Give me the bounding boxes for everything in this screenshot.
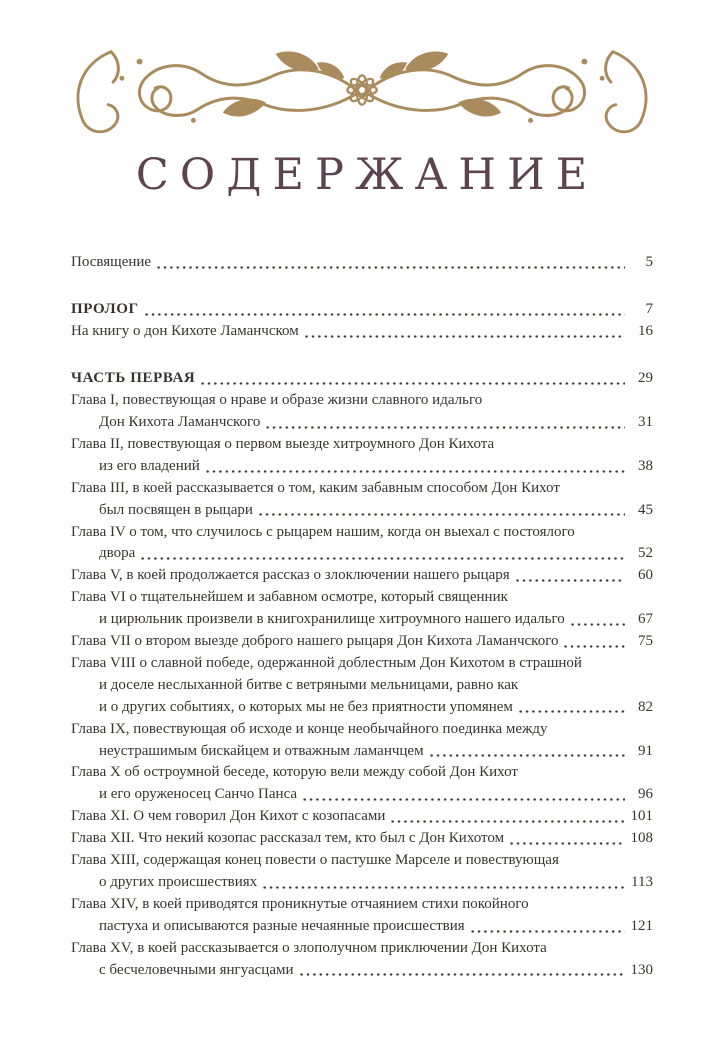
toc-entry — [71, 587, 653, 631]
entry-text: Посвящение — [71, 254, 152, 271]
dot-leader — [259, 500, 625, 522]
toc-line — [71, 916, 653, 938]
toc-entry — [71, 565, 653, 587]
toc-entry — [71, 631, 653, 653]
toc-line — [71, 828, 653, 850]
toc-line — [71, 456, 653, 478]
dot-leader — [201, 368, 625, 390]
entry-text: двора — [99, 545, 136, 562]
entry-text: Глава III, в коей рассказывается о том, каким забавным способом Дон Кихот — [71, 479, 560, 496]
toc-line — [71, 806, 653, 828]
toc-line — [71, 762, 653, 784]
entry-text: с бесчеловечными янгуасцами — [99, 961, 294, 978]
toc-entry — [71, 850, 653, 894]
toc-entry — [71, 894, 653, 938]
toc-entry — [71, 653, 653, 719]
entry-text: из его владений — [99, 457, 200, 474]
toc-line — [71, 565, 653, 587]
entry-page-number: 82 — [638, 698, 653, 715]
toc-entry — [71, 522, 653, 566]
entry-page-number: 60 — [638, 567, 653, 584]
toc-entry — [71, 478, 653, 522]
toc-line — [71, 850, 653, 872]
ornament-center-flower — [347, 75, 376, 104]
entry-page-number: 91 — [638, 742, 653, 759]
entry-text: неустрашимым бискайцем и отважным ламанчцем — [99, 742, 424, 759]
dot-leader — [206, 456, 625, 478]
toc-line — [71, 609, 653, 631]
dot-leader — [564, 631, 625, 653]
toc-entry — [71, 390, 653, 434]
toc-line — [71, 784, 653, 806]
entry-text: Дон Кихота Ламанчского — [99, 413, 261, 430]
entry-text: Глава IX, повествующая об исходе и конце необычайного поединка между — [71, 720, 548, 737]
entry-page-number: 75 — [638, 633, 653, 650]
dot-leader — [391, 806, 625, 828]
toc-line — [71, 675, 653, 697]
dot-leader — [305, 321, 625, 343]
entry-text: пастуха и описываются разные нечаянные происшествия — [99, 917, 465, 934]
toc-entry — [71, 368, 653, 390]
toc-line — [71, 412, 653, 434]
entry-text: и доселе неслыханной битве с ветряными мельницами, равно как — [99, 676, 519, 693]
toc-line — [71, 960, 653, 982]
entry-text: ПРОЛОГ — [71, 301, 139, 318]
entry-page-number: 31 — [638, 413, 653, 430]
entry-page-number: 29 — [638, 370, 653, 387]
toc-line — [71, 500, 653, 522]
entry-page-number: 67 — [638, 611, 653, 628]
entry-text: Глава VI о тщательнейшем и забавном осмотре, который священник — [71, 589, 508, 606]
entry-page-number: 121 — [630, 917, 653, 934]
toc-line — [71, 390, 653, 412]
page-title: СОДЕРЖАНИЕ — [135, 150, 599, 200]
toc-line — [71, 321, 653, 343]
entry-text: Глава V, в коей продолжается рассказ о злоключении нашего рыцаря — [71, 567, 510, 584]
entry-text: Глава XIII, содержащая конец повести о пастушке Марселе и повествующая — [71, 852, 559, 869]
entry-page-number: 108 — [630, 830, 653, 847]
dot-leader — [510, 828, 625, 850]
toc-line — [71, 543, 653, 565]
dot-leader — [303, 784, 625, 806]
entry-text: и о других событиях, о которых мы не без приятности упомянем — [99, 698, 513, 715]
toc-list — [71, 252, 653, 981]
toc-line — [71, 252, 653, 274]
entry-page-number: 113 — [631, 874, 653, 890]
toc-line — [71, 894, 653, 916]
toc-entry — [71, 938, 653, 982]
toc-line — [71, 697, 653, 719]
ornament-flourish — [0, 0, 723, 151]
entry-text: Глава XII. Что некий козопас рассказал тем, кто был с Дон Кихотом — [71, 830, 505, 847]
entry-page-number: 101 — [630, 808, 653, 825]
dot-leader — [266, 412, 625, 434]
entry-text: и цирюльник произвели в книгохранилище хитроумного нашего идальго — [99, 611, 565, 628]
entry-text: о других происшествиях — [99, 874, 258, 890]
dot-leader — [300, 960, 625, 982]
entry-page-number: 38 — [638, 457, 653, 474]
entry-text: ЧАСТЬ ПЕРВАЯ — [71, 370, 196, 387]
dot-leader — [141, 543, 625, 565]
toc-line — [71, 522, 653, 544]
dot-leader — [471, 916, 625, 938]
toc-entry — [71, 434, 653, 478]
toc-line — [71, 872, 653, 894]
entry-text: Глава IV о том, что случилось с рыцарем нашим, когда он выехал с постоялого — [71, 523, 575, 540]
toc-line — [71, 368, 653, 390]
dot-leader — [571, 609, 625, 631]
entry-text: и его оруженосец Санчо Панса — [99, 786, 298, 803]
toc-line — [71, 478, 653, 500]
entry-text: Глава XIV, в коей приводятся проникнутые отчаянием стихи покойного — [71, 895, 529, 912]
entry-page-number: 45 — [638, 501, 653, 518]
toc-entry — [71, 719, 653, 763]
toc-line — [71, 719, 653, 741]
entry-text: Глава VIII о славной победе, одержанной доблестным Дон Кихотом в страшной — [71, 654, 582, 671]
entry-text: На книгу о дон Кихоте Ламанчском — [71, 323, 299, 340]
entry-text: был посвящен в рыцари — [99, 501, 253, 518]
toc-line — [71, 653, 653, 675]
toc-line — [71, 631, 653, 653]
toc-entry — [71, 828, 653, 850]
entry-page-number: 5 — [645, 254, 653, 271]
toc-line — [71, 299, 653, 321]
dot-leader — [519, 697, 625, 719]
toc-entry — [71, 299, 653, 321]
dot-leader — [145, 299, 625, 321]
toc-entry — [71, 252, 653, 274]
dot-leader — [430, 741, 625, 763]
toc-entry — [71, 321, 653, 343]
entry-page-number: 7 — [645, 301, 653, 318]
toc-line — [71, 434, 653, 456]
dot-leader — [516, 565, 625, 587]
entry-text: Глава XI. О чем говорил Дон Кихот с козопасами — [71, 808, 386, 825]
dot-leader — [263, 872, 625, 894]
entry-page-number: 96 — [638, 786, 653, 803]
entry-page-number: 52 — [638, 545, 653, 562]
toc-line — [71, 741, 653, 763]
dot-leader — [157, 252, 625, 274]
entry-text: Глава X об остроумной беседе, которую вели между собой Дон Кихот — [71, 764, 518, 781]
toc-entry — [71, 762, 653, 806]
entry-page-number: 16 — [638, 323, 653, 340]
entry-text: Глава II, повествующая о первом выезде хитроумного Дон Кихота — [71, 435, 495, 452]
entry-text: Глава XV, в коей рассказывается о злополучном приключении Дон Кихота — [71, 939, 547, 956]
entry-text: Глава VII о втором выезде доброго нашего рыцаря Дон Кихота Ламанчского — [71, 633, 559, 650]
toc-line — [71, 938, 653, 960]
toc-line — [71, 587, 653, 609]
toc-entry — [71, 806, 653, 828]
entry-text: Глава I, повествующая о нраве и образе жизни славного идальго — [71, 392, 483, 409]
ornament-graphic — [68, 34, 656, 146]
entry-page-number: 130 — [630, 961, 653, 978]
